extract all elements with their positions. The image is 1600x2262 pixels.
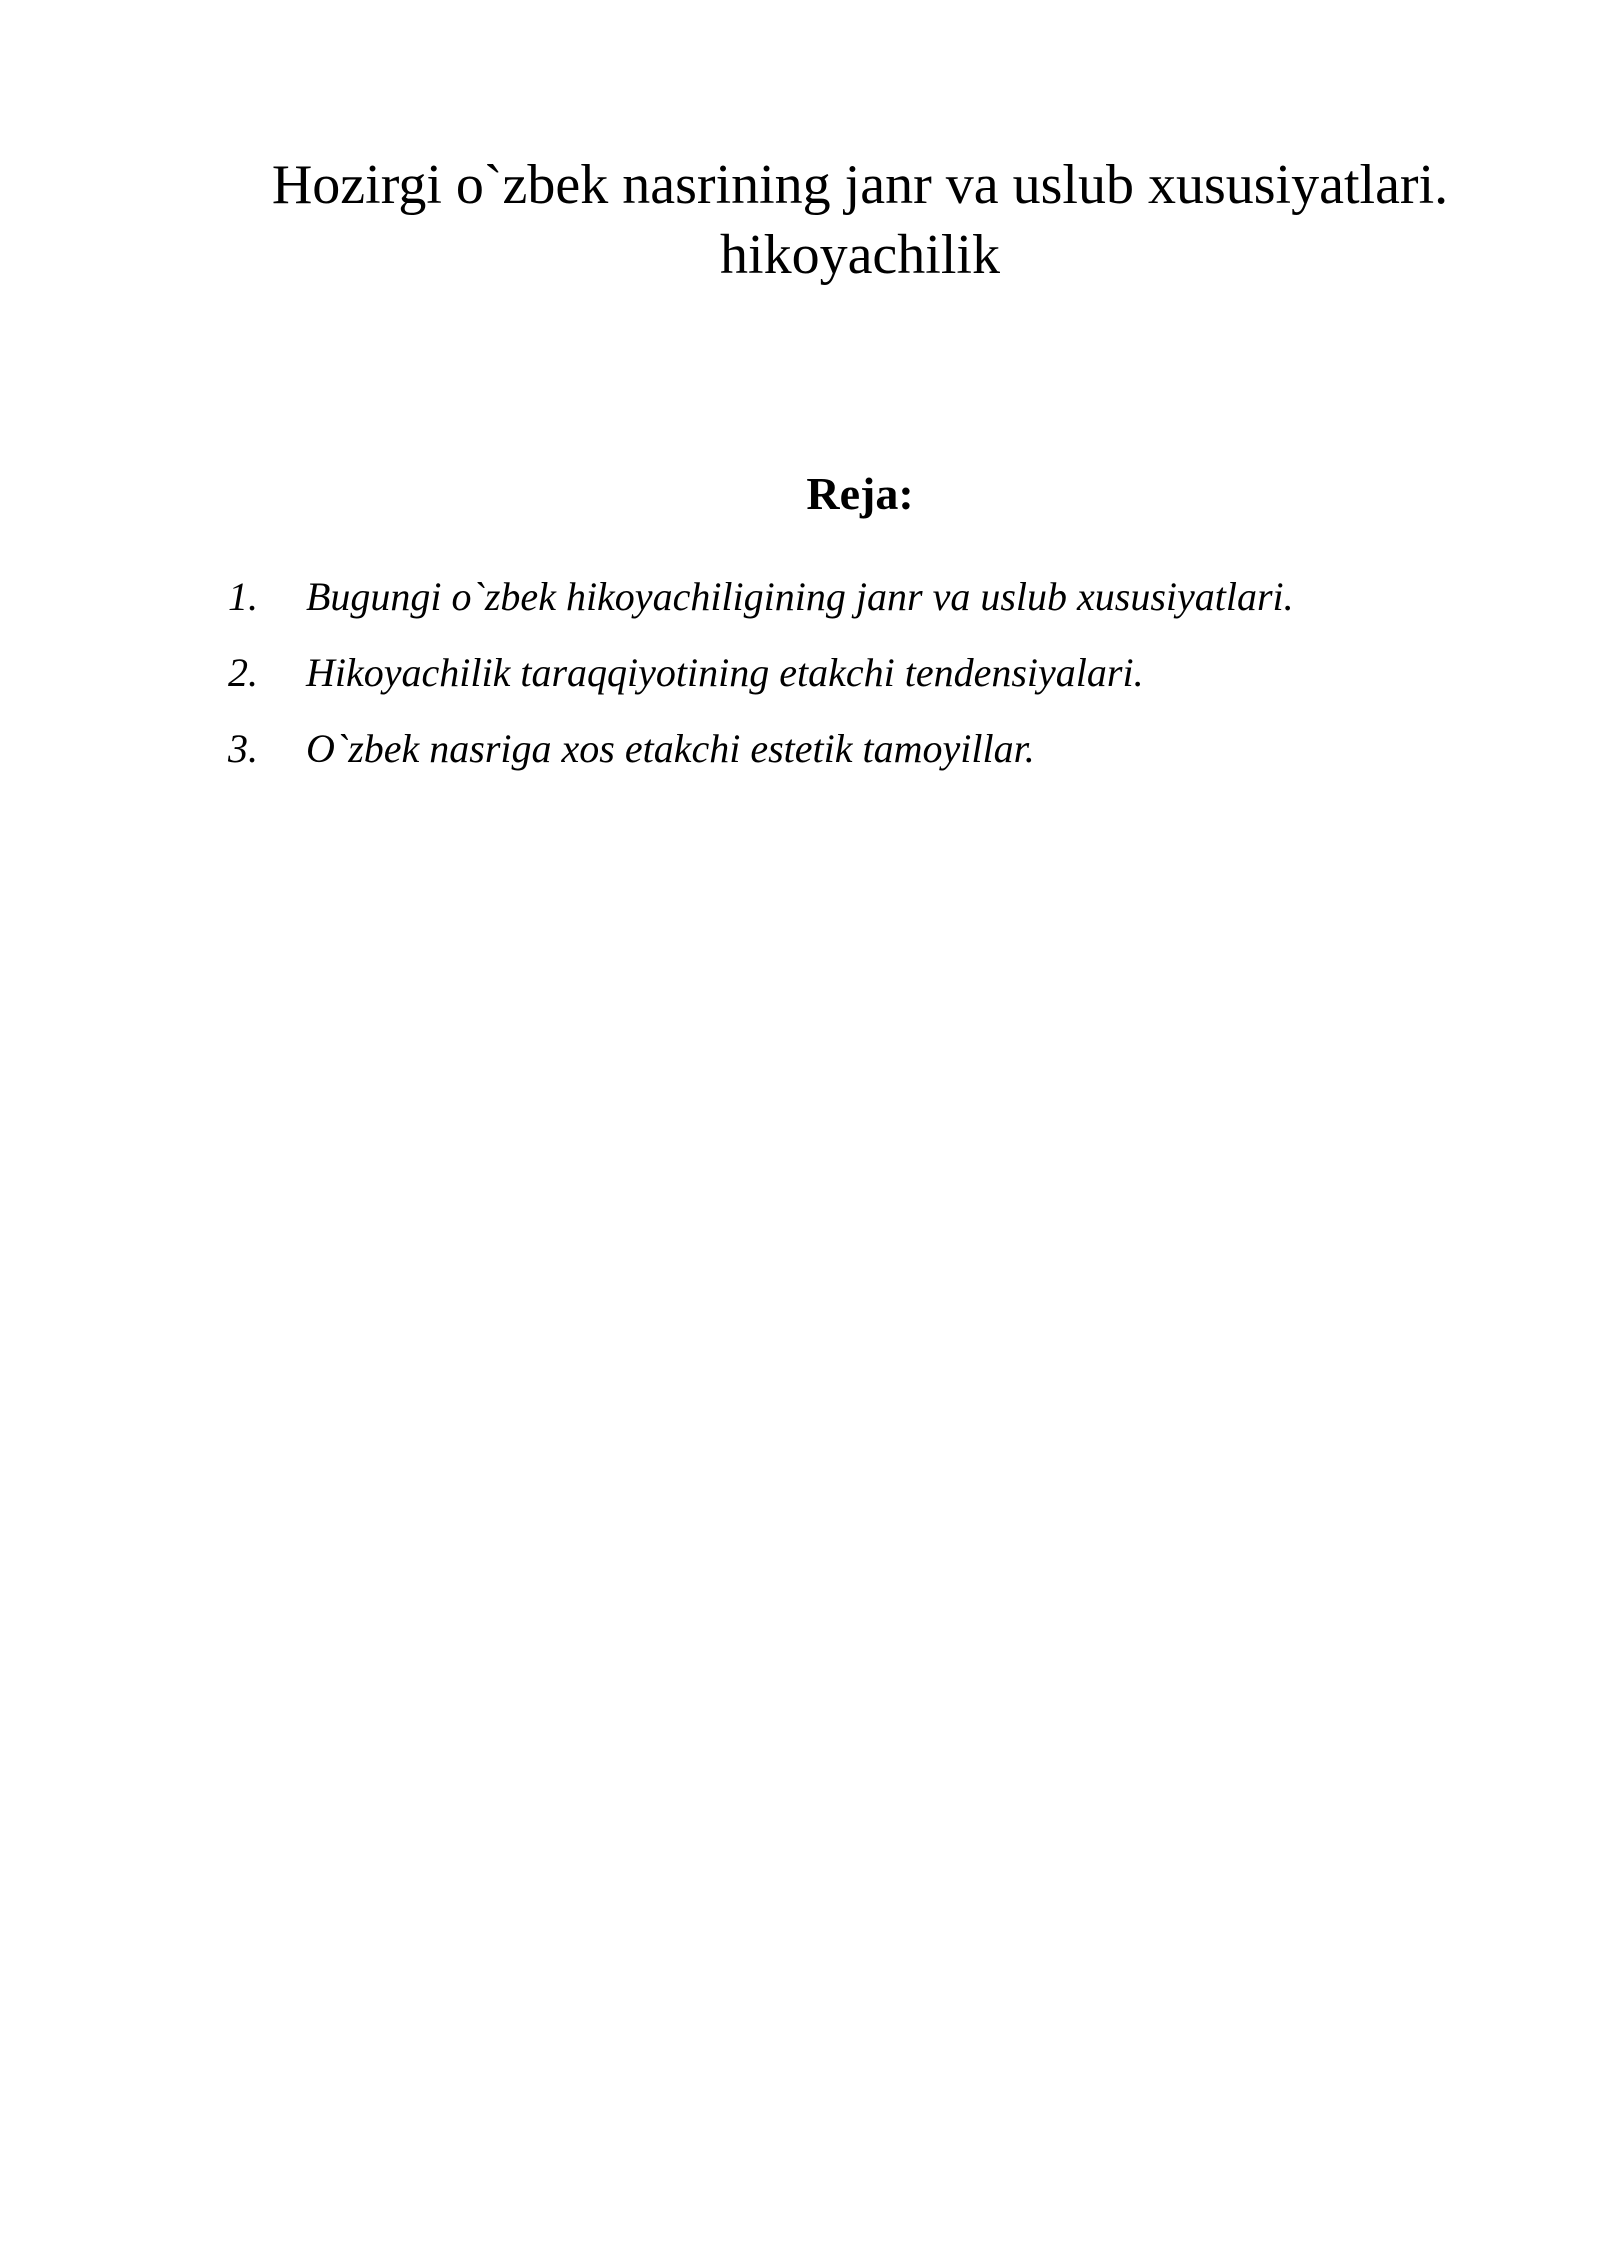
- title-line-2: hikoyachilik: [720, 224, 1000, 286]
- plan-item-number: 2.: [228, 650, 258, 695]
- document-title: [200, 150, 1520, 290]
- plan-list: [228, 572, 1528, 800]
- plan-item-text: O`zbek nasriga xos etakchi estetik tamoyillar.: [306, 726, 1035, 771]
- plan-item-number: 1.: [228, 574, 258, 619]
- plan-item: [228, 724, 1528, 800]
- plan-item-number: 3.: [228, 726, 258, 771]
- plan-item-text: Hikoyachilik taraqqiyotining etakchi tendensiyalari.: [306, 650, 1144, 695]
- plan-heading: Reja:: [806, 468, 914, 519]
- plan-item: [228, 572, 1528, 648]
- plan-item: [228, 648, 1528, 724]
- plan-item-text: Bugungi o`zbek hikoyachiligining janr va uslub xususiyatlari.: [306, 574, 1294, 619]
- title-line-1: Hozirgi o`zbek nasrining janr va uslub xususiyatlari.: [271, 154, 1449, 216]
